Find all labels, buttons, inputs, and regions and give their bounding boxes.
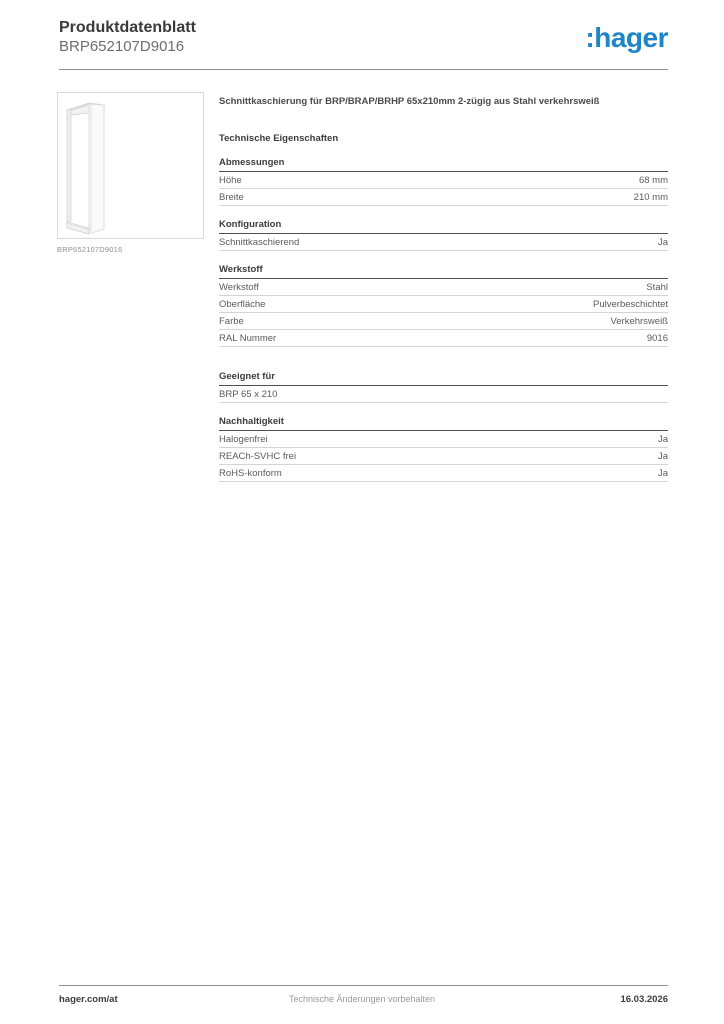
logo-text: hager <box>594 22 668 53</box>
footer-website: hager.com/at <box>59 994 118 1005</box>
spec-section-konfiguration <box>219 219 668 251</box>
page-title: Produktdatenblatt <box>59 19 196 36</box>
technical-properties-heading: Technische Eigenschaften <box>219 133 339 145</box>
spec-value: 210 mm <box>633 192 668 204</box>
footer-disclaimer: Technische Änderungen vorbehalten <box>288 994 436 1004</box>
section-heading: Werkstoff <box>219 264 668 279</box>
spec-row <box>219 189 668 206</box>
spec-value: Ja <box>657 468 668 480</box>
section-heading: Geeignet für <box>219 371 668 386</box>
spec-section-geeignet-f-r <box>219 371 668 403</box>
spec-row <box>219 313 668 330</box>
content-column <box>219 96 668 482</box>
hager-logo <box>585 22 668 54</box>
spec-sections <box>219 157 668 482</box>
spec-row <box>219 279 668 296</box>
product-image-frame <box>57 92 204 239</box>
spec-row <box>219 431 668 448</box>
spec-label: REACh-SVHC frei <box>219 451 297 463</box>
spec-label: RAL Nummer <box>219 333 277 345</box>
spec-row <box>219 465 668 482</box>
spec-row <box>219 448 668 465</box>
spec-label: Werkstoff <box>219 282 259 294</box>
spec-label: Breite <box>219 192 244 204</box>
spec-row <box>219 172 668 189</box>
spec-value: Ja <box>657 434 668 446</box>
spec-label: Farbe <box>219 316 244 328</box>
spec-label: Schnittkaschierend <box>219 237 300 249</box>
section-heading: Konfiguration <box>219 219 668 234</box>
footer-divider <box>59 985 668 986</box>
spec-value: Verkehrsweiß <box>610 316 668 328</box>
header-divider <box>59 69 668 70</box>
section-heading: Nachhaltigkeit <box>219 416 668 431</box>
spec-label: BRP 65 x 210 <box>219 389 278 401</box>
product-render-steel-cover-icon <box>58 93 205 240</box>
logo-colon: : <box>585 22 595 53</box>
spec-value: Stahl <box>646 282 668 294</box>
spec-label: Halogenfrei <box>219 434 268 446</box>
spec-label: Oberfläche <box>219 299 266 311</box>
spec-label: Höhe <box>219 175 242 187</box>
product-reference: BRP652107D9016 <box>59 38 185 55</box>
spec-value: 9016 <box>646 333 668 345</box>
spec-row <box>219 330 668 347</box>
spec-row <box>219 386 668 403</box>
spec-value: Ja <box>657 237 668 249</box>
product-description: Schnittkaschierung für BRP/BRAP/BRHP 65x210mm 2-zügig aus Stahl verkehrsweiß <box>219 96 600 107</box>
spec-row <box>219 234 668 251</box>
spec-value: Ja <box>657 451 668 463</box>
section-heading: Abmessungen <box>219 157 668 172</box>
spec-value: Pulverbeschichtet <box>593 299 668 311</box>
spec-label: RoHS-konform <box>219 468 282 480</box>
spec-row <box>219 296 668 313</box>
spec-value: 68 mm <box>638 175 668 187</box>
footer-date: 16.03.2026 <box>620 994 668 1005</box>
spec-section-werkstoff <box>219 264 668 347</box>
spec-section-nachhaltigkeit <box>219 416 668 482</box>
product-image-caption: BRP652107D9016 <box>57 245 123 254</box>
spec-section-abmessungen <box>219 157 668 206</box>
